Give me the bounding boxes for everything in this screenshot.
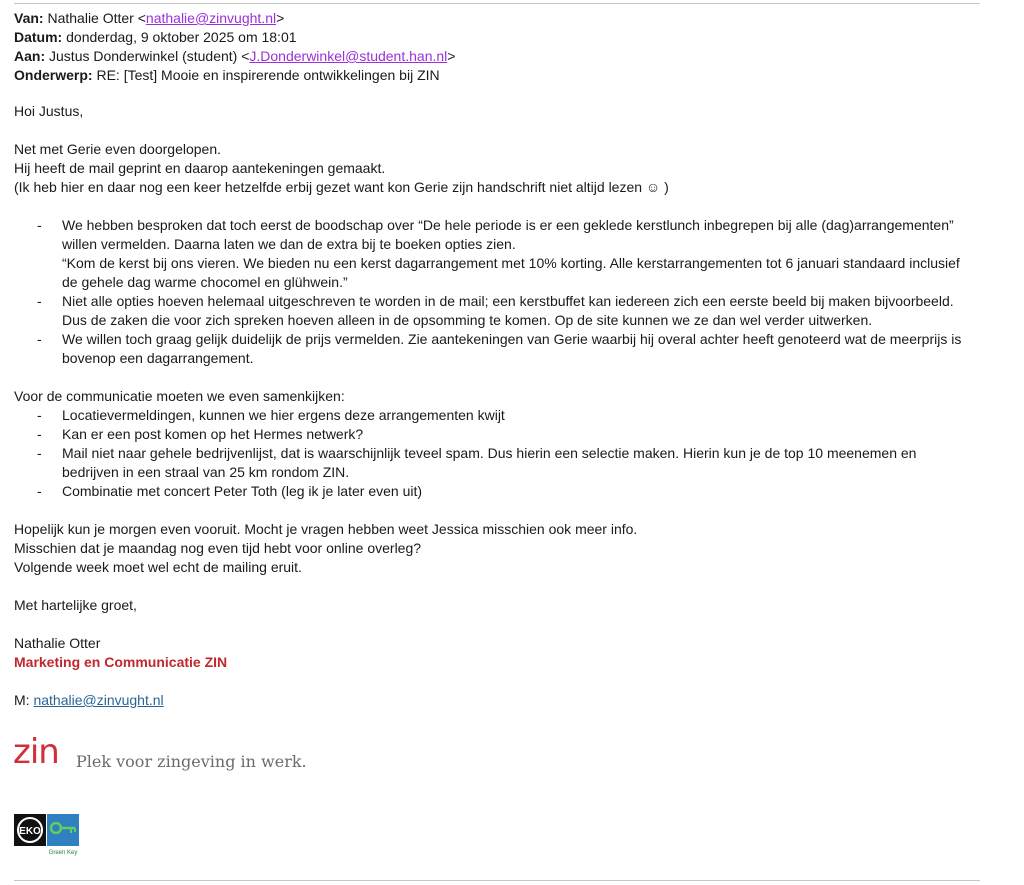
mail-label: M:	[14, 692, 34, 708]
signature-email-link[interactable]: nathalie@zinvught.nl	[33, 692, 164, 708]
green-key-text: Green Key	[48, 850, 78, 856]
greeting: Hoi Justus,	[14, 103, 84, 119]
list-item: - Mail niet naar gehele bedrijvenlijst, dat is waarschijnlijk teveel spam. Dus hierin een selectie maken. Hierin kun je de top 10 meenemen en bedrijven in een straal van 25 km rondom ZIN.	[14, 444, 974, 482]
list-item-quote: “Kom de kerst bij ons vieren. We bieden nu een kerst dagarrangement met 10% korting. Alle kerstarrangementen tot 6 januari standaard inclusief de gehele dag warme chocomel en glühwein.”	[62, 255, 960, 290]
email-body	[14, 102, 974, 710]
list-item: - We willen toch graag gelijk duidelijk de prijs vermelden. Zie aantekeningen van Gerie waarbij hij overal achter heeft genoteerd wat de meerprijs is bovenop een dagarrangement.	[14, 330, 974, 368]
email-header	[14, 9, 455, 85]
from-row	[14, 9, 455, 28]
signature-mail-row	[14, 691, 974, 710]
from-label: Van:	[14, 10, 44, 26]
eko-logo-icon	[14, 814, 46, 846]
closing-line: Hopelijk kun je morgen even vooruit. Mocht je vragen hebben weet Jessica misschien ook meer info.	[14, 521, 638, 537]
date-value: donderdag, 9 oktober 2025 om 18:01	[66, 29, 297, 45]
intro-line: Net met Gerie even doorgelopen.	[14, 141, 222, 157]
feedback-list	[14, 216, 974, 368]
list-item: - Niet alle opties hoeven helemaal uitgeschreven te worden in de mail; een kerstbuffet kan iedereen zich een eerste beeld bij maken bijvoorbeeld. Dus de zaken die voor zich spreken hoeven alleen in de opsomming te komen. Op de site kunnen we ze dan wel verder uitwerken.	[14, 292, 974, 330]
top-divider	[14, 3, 980, 4]
from-close: >	[276, 10, 285, 26]
subject-label: Onderwerp:	[14, 67, 93, 83]
zin-tagline: Plek voor zingeving in werk.	[76, 752, 307, 771]
subject-value: RE: [Test] Mooie en inspirerende ontwikkelingen bij ZIN	[96, 67, 440, 83]
list-item	[14, 216, 974, 292]
list-item: - Combinatie met concert Peter Toth (leg ik je later even uit)	[14, 482, 974, 501]
to-close: >	[447, 48, 456, 64]
closing-line: Volgende week moet wel echt de mailing eruit.	[14, 559, 302, 575]
bottom-divider	[14, 880, 980, 881]
to-label: Aan:	[14, 48, 46, 64]
date-row	[14, 28, 455, 47]
green-key-logo-icon	[47, 814, 79, 856]
regards: Met hartelijke groet,	[14, 597, 137, 613]
to-email-link[interactable]: J.Donderwinkel@student.han.nl	[249, 48, 448, 64]
communication-intro: Voor de communicatie moeten we even samenkijken:	[14, 388, 345, 404]
to-row	[14, 47, 455, 66]
from-name: Nathalie Otter <	[47, 10, 146, 26]
intro-line: Hij heeft de mail geprint en daarop aantekeningen gemaakt.	[14, 160, 386, 176]
communication-list	[14, 406, 974, 501]
list-item: - Kan er een post komen op het Hermes netwerk?	[14, 425, 974, 444]
closing-line: Misschien dat je maandag nog even tijd hebt voor online overleg?	[14, 540, 422, 556]
zin-logo: zin	[13, 732, 59, 772]
list-item-text: We hebben besproken dat toch eerst de boodschap over “De hele periode is er een geklede kerstlunch inbegrepen bij alle (dag)arrangementen” willen vermelden. Daarna laten we dan de extra bij te boeken opties zien.	[62, 217, 954, 252]
to-name: Justus Donderwinkel (student) <	[49, 48, 250, 64]
list-item: - Locatievermeldingen, kunnen we hier ergens deze arrangementen kwijt	[14, 406, 974, 425]
eko-text: EKO	[19, 826, 41, 837]
date-label: Datum:	[14, 29, 63, 45]
subject-row	[14, 66, 455, 85]
intro-line: (Ik heb hier en daar nog een keer hetzelfde erbij gezet want kon Gerie zijn handschrift niet altijd lezen ☺ )	[14, 179, 669, 195]
signature-name: Nathalie Otter	[14, 635, 101, 651]
signature-department: Marketing en Communicatie ZIN	[14, 654, 228, 670]
from-email-link[interactable]: nathalie@zinvught.nl	[145, 10, 277, 26]
